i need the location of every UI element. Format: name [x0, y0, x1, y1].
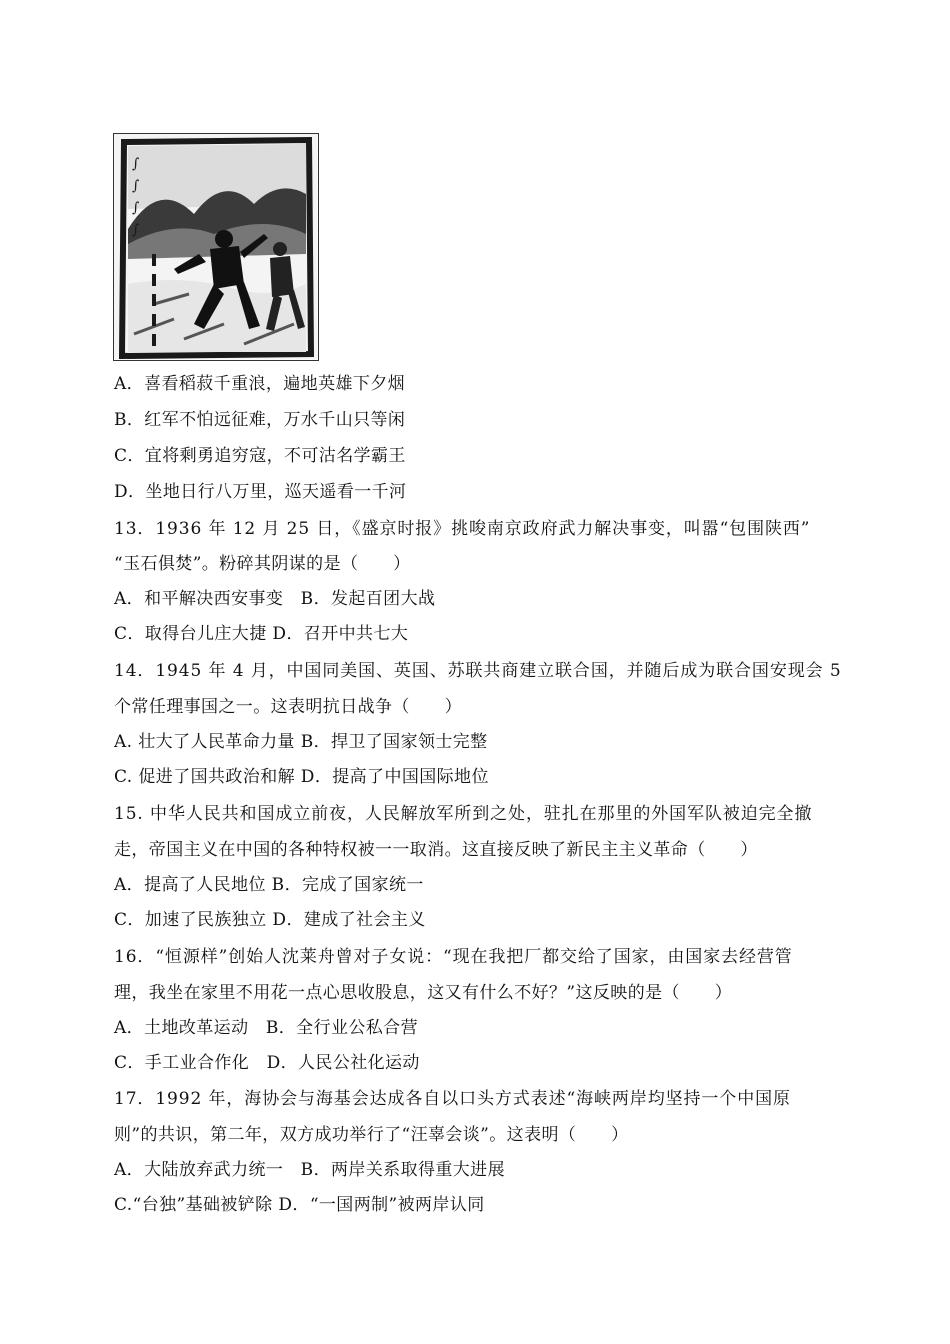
- q12-option-c: C．宜将剩勇追穷寇，不可沽名学霸王: [114, 446, 406, 466]
- svg-text:∫: ∫: [132, 178, 140, 194]
- q16-options-line2: C．手工业合作化 D．人民公社化运动: [114, 1053, 420, 1073]
- q14-stem-line1: 14．1945 年 4 月，中国同美国、英国、苏联共商建立联合国，并随后成为联合国安现会 5: [114, 661, 842, 681]
- q15-options-line2: C．加速了民族独立 D．建成了社会主义: [114, 910, 426, 930]
- q13-options-line1: A．和平解决西安事变 B．发起百团大战: [114, 589, 436, 609]
- svg-text:∫: ∫: [132, 200, 140, 216]
- q14-options-line1: A. 壮大了人民革命力量 B．捍卫了国家领士完整: [114, 732, 488, 752]
- q12-option-d: D．坐地日行八万里，巡天遥看一千河: [114, 482, 407, 502]
- q16-stem-line1: 16．“恒源样”创始人沈莱舟曾对子女说：“现在我把厂都交给了国家，由国家去经营管: [114, 947, 793, 967]
- q15-stem-line1: 15. 中华人民共和国成立前夜，人民解放军所到之处，驻扎在那里的外国军队被迫完全撤: [114, 804, 813, 824]
- q17-stem-line2: 则”的共识，第二年，双方成功举行了“汪辜会谈”。这表明（ ）: [114, 1125, 629, 1145]
- q17-stem-line1: 17．1992 年，海协会与海基会达成各自以口头方式表述“海峡两岸均坚持一个中国原: [114, 1089, 791, 1109]
- q13-stem-line1: 13．1936 年 12 月 25 日，《盛京时报》挑唆南京政府武力解决事变，叫嚣“包围陕西”: [114, 519, 811, 539]
- long-march-woodcut-image: [114, 134, 317, 359]
- q15-stem-line2: 走，帝国主义在中国的各种特权被一一取消。这直接反映了新民主主义革命（ ）: [114, 840, 758, 860]
- woodcut-illustration: [113, 133, 319, 361]
- q15-options-line1: A．提高了人民地位 B．完成了国家统一: [114, 875, 424, 895]
- calligraphy-mark: ∫: [132, 156, 140, 172]
- q13-options-line2: C．取得台儿庄大捷 D．召开中共七大: [114, 624, 409, 644]
- q16-stem-line2: 理，我坐在家里不用花一点心思收股息，这又有什么不好？”这反映的是（ ）: [114, 983, 733, 1003]
- q14-options-line2: C. 促进了国共政治和解 D．提高了中国国际地位: [114, 767, 489, 787]
- q12-option-a: A．喜看稻菽千重浪，遍地英雄下夕烟: [114, 374, 406, 394]
- q17-options-line1: A．大陆放弃武力统一 B．两岸关系取得重大进展: [114, 1160, 505, 1180]
- q12-option-b: B．红军不怕远征难，万水千山只等闲: [114, 410, 406, 430]
- svg-text:∫: ∫: [132, 222, 140, 238]
- q13-stem-line2: “玉石俱焚”。粉碎其阴谋的是（ ）: [114, 554, 411, 574]
- q16-options-line1: A．土地改革运动 B．全行业公私合营: [114, 1018, 418, 1038]
- q14-stem-line2: 个常任理事国之一。这表明抗日战争（ ）: [114, 697, 462, 717]
- q17-options-line2: C.“台独”基础被铲除 D．“一国两制”被两岸认同: [114, 1195, 485, 1215]
